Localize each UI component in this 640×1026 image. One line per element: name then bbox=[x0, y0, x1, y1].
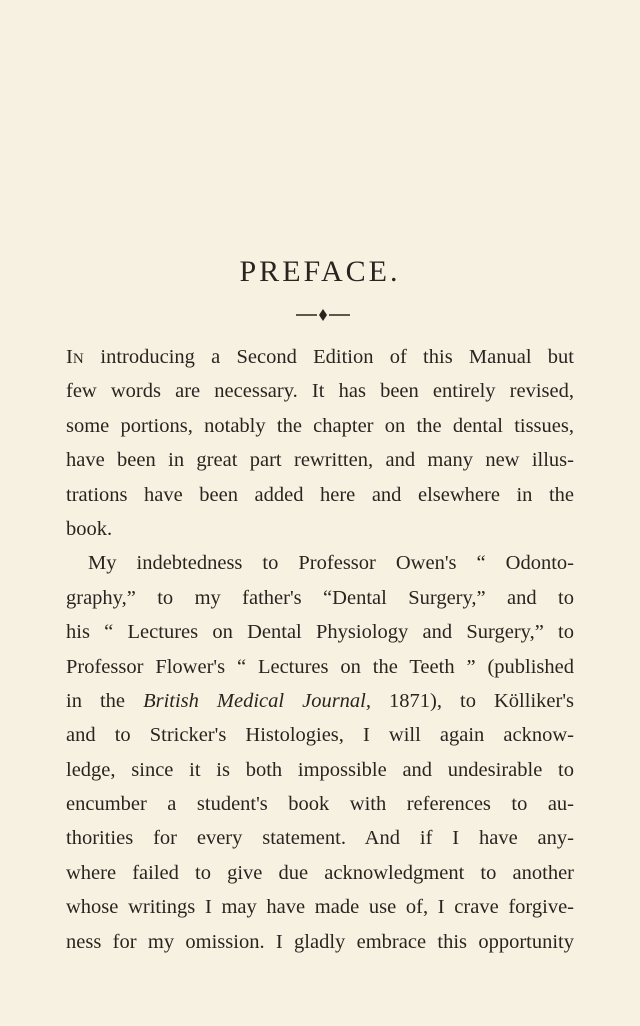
journal-title: British Medical Journal, bbox=[143, 689, 372, 712]
text-line: trations have been added here and elsewhere in the bbox=[66, 483, 574, 506]
text-line: few words are necessary. It has been entirely revised, bbox=[66, 380, 574, 403]
text-line: thorities for every statement. And if I have any- bbox=[66, 827, 574, 850]
text-line: book. bbox=[66, 517, 113, 540]
text-line: graphy,” to my father's “Dental Surgery,” and to bbox=[66, 586, 574, 609]
drop-initial: I bbox=[66, 346, 73, 368]
text-line bbox=[66, 340, 574, 374]
small-caps-text: N bbox=[72, 351, 85, 367]
text-line: whose writings I may have made use of, I crave forgive- bbox=[66, 896, 574, 919]
line-text: 1871), to Kölliker's bbox=[371, 689, 574, 712]
text-line: Professor Flower's “ Lectures on the Teeth ” (published bbox=[66, 655, 574, 678]
text-line: encumber a student's book with references to au- bbox=[66, 793, 574, 816]
diamond-rule-ornament bbox=[296, 308, 350, 322]
text-line: My indebtedness to Professor Owen's “ Odonto- bbox=[88, 552, 574, 575]
paragraph-1 bbox=[66, 340, 574, 546]
line-text: in the bbox=[66, 689, 144, 712]
text-line: his “ Lectures on Dental Physiology and Surgery,” to bbox=[66, 621, 574, 644]
text-line: and to Stricker's Histologies, I will again acknow- bbox=[66, 724, 574, 747]
text-line: ledge, since it is both impossible and undesirable to bbox=[66, 758, 574, 781]
paragraph-2 bbox=[66, 546, 574, 959]
preface-body bbox=[66, 340, 574, 959]
text-line bbox=[66, 684, 574, 718]
line-text: introducing a Second Edition of this Manual but bbox=[84, 346, 574, 368]
page-title: PREFACE. bbox=[239, 255, 401, 288]
text-line: some portions, notably the chapter on the dental tissues, bbox=[66, 414, 574, 437]
text-line: ness for my omission. I gladly embrace this opportunity bbox=[66, 930, 574, 953]
text-line: where failed to give due acknowledgment to another bbox=[66, 861, 574, 884]
text-line: have been in great part rewritten, and many new illus- bbox=[66, 449, 574, 472]
